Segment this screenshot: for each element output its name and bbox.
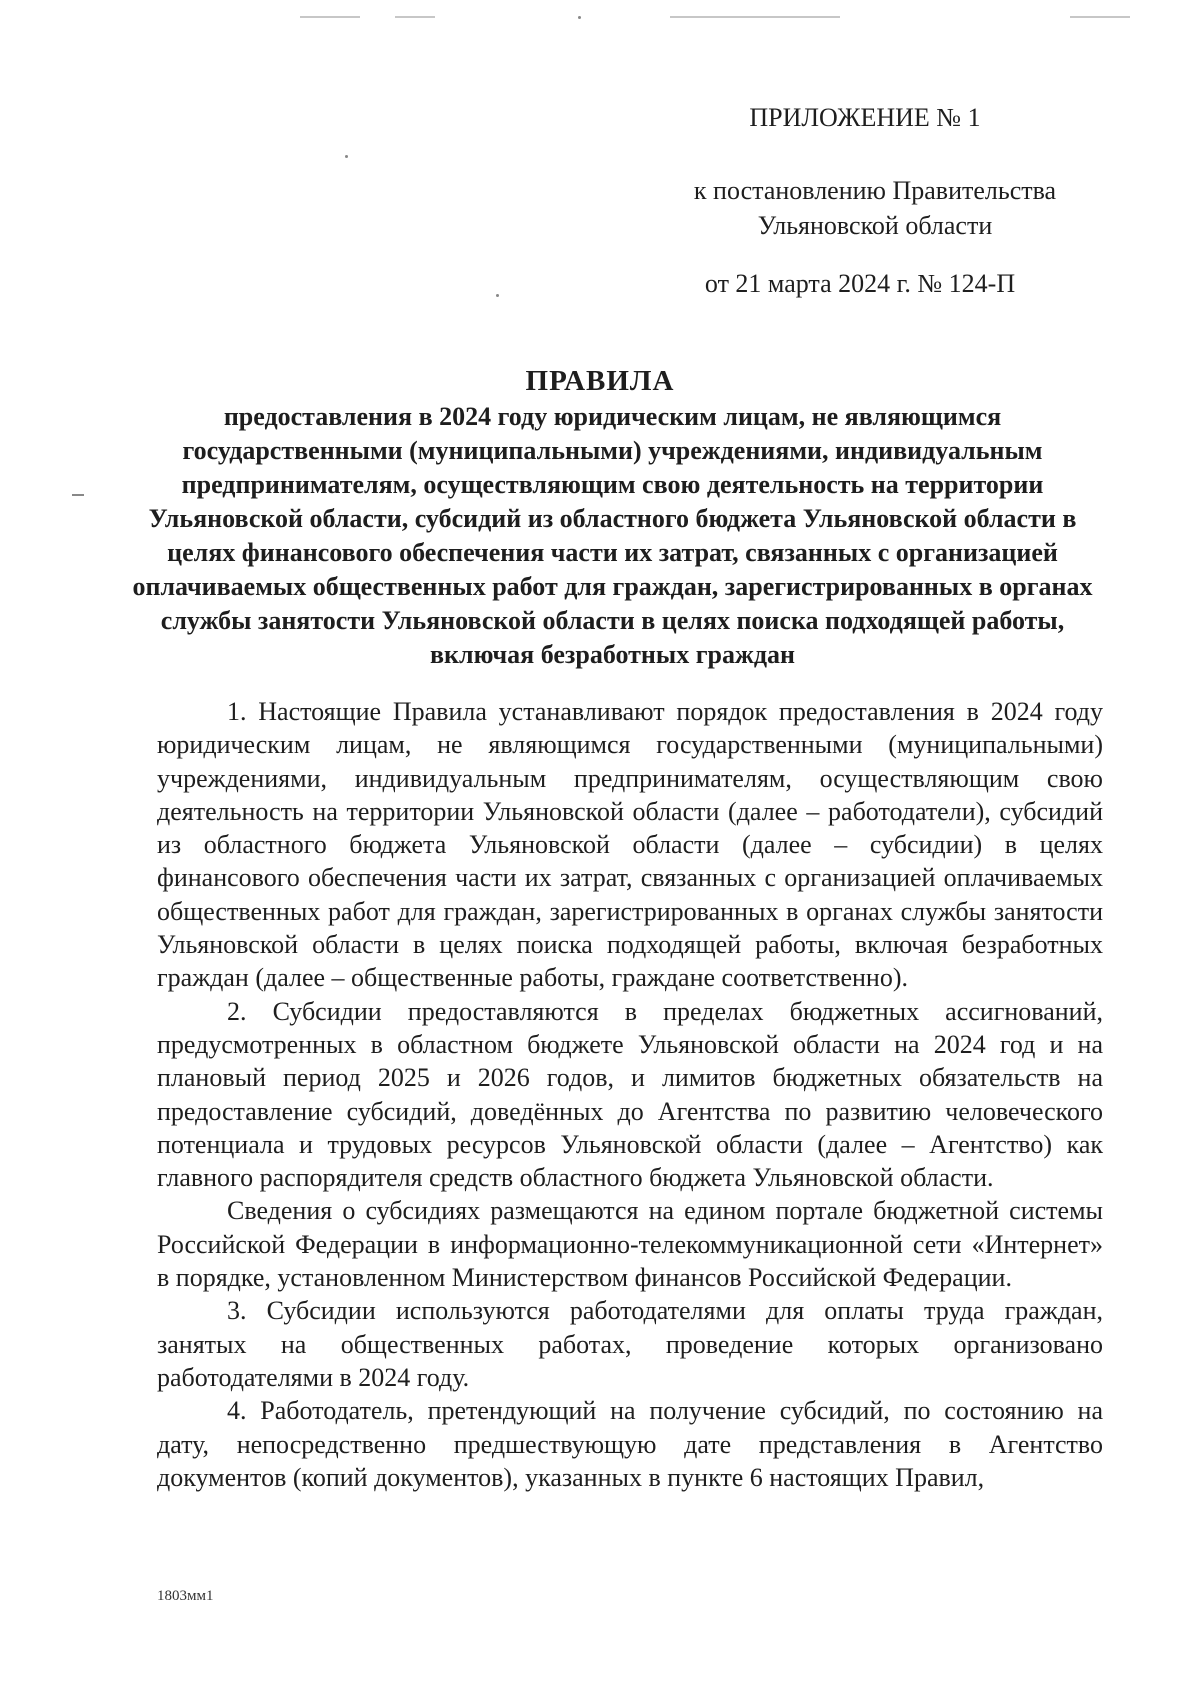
scan-speck <box>72 494 84 496</box>
paragraph-2-info: Сведения о субсидиях размещаются на едином портале бюджетной системы Российской Федерации в информационно-телекоммуникационной сети «Интернет» в порядке, установленном Министерством финансов Российской Федерации. <box>157 1196 1103 1293</box>
scan-speck <box>578 16 581 19</box>
paragraph-2: 2. Субсидии предоставляются в пределах бюджетных ассигнований, предусмотренных в областном бюджете Ульяновской области на 2024 год и на плановый период 2025 и 2026 годов, и лимитов бюджетных обязательств на предоставление субсидий, доведённых до Агентства по развитию человеческого потенциала и трудовых ресурсов Ульяновской области (далее – Агентство) как главного распорядителя средств областного бюджета Ульяновской области. <box>157 996 1103 1193</box>
scan-artifact <box>1070 16 1130 18</box>
document-body <box>157 695 1103 1494</box>
appendix-date-number: от 21 марта 2024 г. № 124-П <box>704 269 1016 298</box>
scan-speck <box>345 155 348 158</box>
scan-speck <box>496 294 499 297</box>
paragraph-4: 4. Работодатель, претендующий на получение субсидий, по состоянию на дату, непосредственно предшествующую дате представления в Агентство документов (копий документов), указанных в пункте 6 настоящих Правил, <box>157 1396 1103 1492</box>
appendix-label: ПРИЛОЖЕНИЕ № 1 <box>749 103 981 132</box>
scan-artifact <box>395 16 435 18</box>
scan-artifact <box>300 16 360 18</box>
paragraph-1: 1. Настоящие Правила устанавливают порядок предоставления в 2024 году юридическим лицам, не являющимся государственными (муниципальными) учреждениями, индивидуальным предпринимателям, осуществляющим свою деятельность на территории Ульяновской области (далее – работодатели), субсидий из областного бюджета Ульяновской области (далее – субсидии) в целях финансового обеспечения части их затрат, связанных с организацией оплачиваемых общественных работ для граждан, зарегистрированных в органах службы занятости Ульяновской области в целях поиска подходящей работы, включая безработных граждан (далее – общественные работы, граждане соответственно). <box>157 697 1103 993</box>
footer-code: 1803мм1 <box>157 1588 214 1604</box>
document-subtitle: предоставления в 2024 году юридическим лицам, не являющимся государственными (муниципальными) учреждениями, индивидуальным предпринимателям, осуществляющим свою деятельность на территории Ульяновской области, субсидий из областного бюджета Ульяновской области в целях финансового обеспечения части их затрат, связанных с организацией оплачиваемых общественных работ для граждан, зарегистрированных в органах службы занятости Ульяновской области в целях поиска подходящей работы, включая безработных граждан <box>132 402 1093 669</box>
scan-artifact <box>670 16 840 18</box>
document-title: ПРАВИЛА <box>525 365 675 397</box>
appendix-reference: к постановлению Правительства Ульяновской области <box>693 176 1057 240</box>
paragraph-3: 3. Субсидии используются работодателями для оплаты труда граждан, занятых на общественных работах, проведение которых организовано работодателями в 2024 году. <box>157 1296 1103 1392</box>
